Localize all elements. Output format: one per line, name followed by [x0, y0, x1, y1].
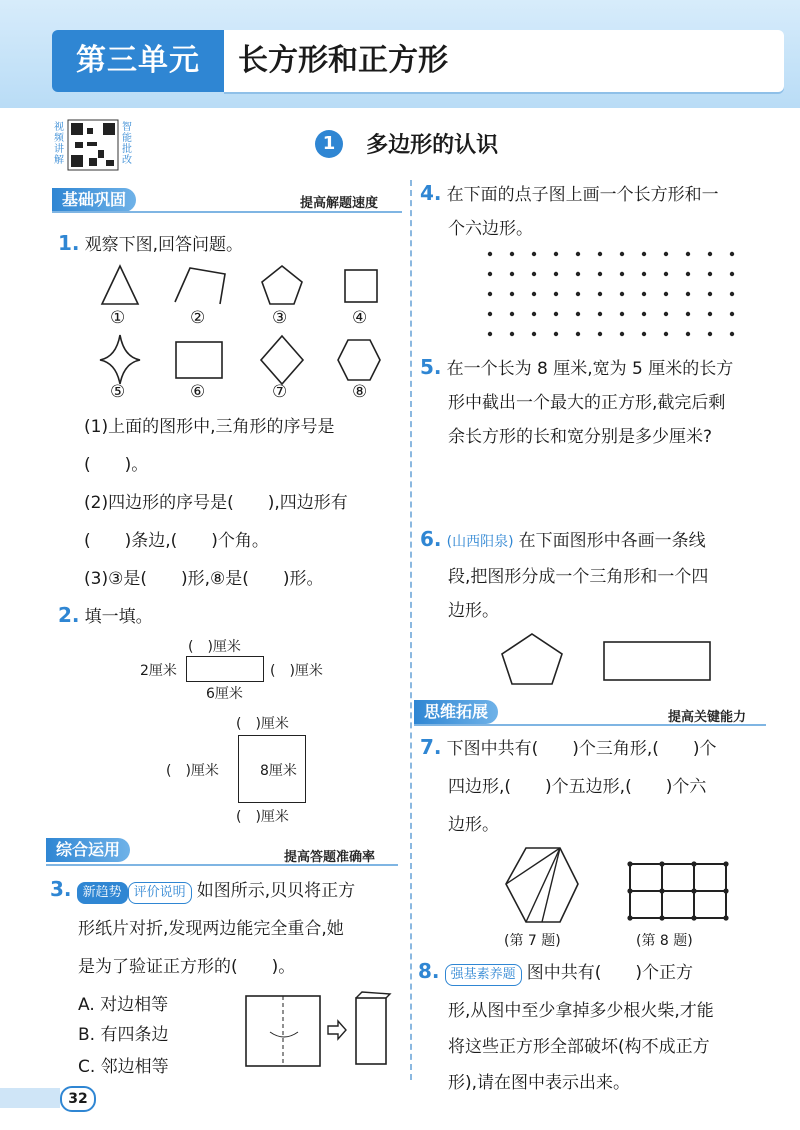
grid-dot [488, 252, 492, 256]
section-hint-basic: 提高解题速度 [300, 196, 379, 211]
q6-pentagon [502, 634, 562, 684]
question-number: 5. [420, 355, 442, 379]
q3-option-b: B. 有四条边 [78, 1025, 169, 1045]
page-number-bar [0, 1088, 60, 1108]
question-number: 4. [420, 181, 442, 205]
source-tag: (山西阳泉) [446, 534, 514, 550]
question-text: 填一填。 [84, 607, 153, 627]
lesson-title: 多边形的认识 [366, 133, 499, 158]
grid-dot [686, 332, 690, 336]
shape-label-4: ④ [352, 308, 368, 328]
question-number: 8. [418, 959, 440, 983]
question-2-header [58, 598, 153, 636]
q7-line2: 四边形,( )个五边形,( )个六 [448, 777, 707, 797]
rect-right-label: ( )厘米 [270, 663, 323, 679]
q3-line2: 形纸片对折,发现两边能完全重合,她 [78, 919, 344, 939]
grid-dot [488, 272, 492, 276]
unit-title-box [224, 30, 784, 92]
question-5-line1 [420, 350, 733, 388]
lesson-title-row [315, 128, 498, 158]
question-7-line1 [420, 730, 717, 768]
grid-dot [598, 272, 602, 276]
grid-dot [730, 312, 734, 316]
grid-dot [598, 312, 602, 316]
qr-right-caption: 智能批改 [122, 122, 132, 166]
q5-line3: 余长方形的长和宽分别是多少厘米? [448, 427, 713, 447]
grid-dot [708, 312, 712, 316]
shape-label-8: ⑧ [352, 382, 368, 402]
grid-dot [532, 272, 536, 276]
grid-dot [576, 272, 580, 276]
grid-dot [510, 312, 514, 316]
q4-dot-grid[interactable] [484, 250, 744, 340]
lesson-number: 1 [315, 130, 343, 158]
shape-label-6: ⑥ [190, 382, 206, 402]
q6-line2: 段,把图形分成一个三角形和一个四 [448, 567, 709, 587]
grid-dot [620, 272, 624, 276]
grid-dot [532, 292, 536, 296]
grid-dot [510, 292, 514, 296]
grid-dot [576, 312, 580, 316]
grid-dot [708, 252, 712, 256]
section-tab-think: 思维拓展 [414, 700, 498, 724]
grid-dot [708, 272, 712, 276]
question-text: 下图中共有( )个三角形,( )个 [446, 739, 717, 759]
grid-dot [532, 332, 536, 336]
question-number: 7. [420, 735, 442, 759]
square-bottom-label: ( )厘米 [236, 809, 289, 825]
tag-new-trend: 新趋势 [77, 882, 128, 904]
q7-hexagon [506, 848, 578, 922]
shape-label-1: ① [110, 308, 126, 328]
q3-line3: 是为了验证正方形的( )。 [78, 957, 296, 977]
shape-label-2: ② [190, 308, 206, 328]
q3-option-a: A. 对边相等 [78, 995, 169, 1015]
grid-dot [554, 332, 558, 336]
page-number: 32 [60, 1086, 96, 1112]
grid-dot [510, 332, 514, 336]
grid-dot [642, 312, 646, 316]
grid-dot [620, 332, 624, 336]
grid-dot [730, 252, 734, 256]
grid-dot [708, 332, 712, 336]
grid-dot [642, 272, 646, 276]
question-4-line1 [420, 176, 719, 214]
grid-dot [598, 292, 602, 296]
question-text: 观察下图,回答问题。 [84, 235, 244, 255]
shape-label-7: ⑦ [272, 382, 288, 402]
q8-line2: 形,从图中至少拿掉多少根火柴,才能 [448, 1001, 714, 1021]
q1-part2-line1: (2)四边形的序号是( ),四边形有 [84, 493, 348, 513]
q3-fold-figure [244, 990, 394, 1070]
rect-top-label: ( )厘米 [188, 639, 241, 655]
grid-dot [642, 292, 646, 296]
arrow-right-icon [328, 1021, 346, 1039]
grid-dot [554, 272, 558, 276]
unit-title: 长方形和正方形 [238, 43, 448, 78]
section-hint-apply: 提高答题准确率 [284, 850, 376, 865]
question-8-line1 [418, 954, 693, 992]
grid-dot [664, 312, 668, 316]
q8-line4: 形),请在图中表示出来。 [448, 1073, 631, 1093]
column-divider [410, 180, 412, 1080]
shape-pentagon [262, 266, 302, 304]
grid-dot [730, 332, 734, 336]
grid-dot [642, 332, 646, 336]
grid-dot [488, 292, 492, 296]
q8-line3: 将这些正方形全部破坏(构不成正方 [448, 1037, 710, 1057]
unit-label: 第三单元 [76, 43, 200, 78]
shape-label-3: ③ [272, 308, 288, 328]
q5-line2: 形中截出一个最大的正方形,截完后剩 [448, 393, 726, 413]
square-right-label: 8厘米 [260, 763, 297, 779]
question-text: 在下面图形中各画一条线 [518, 531, 706, 551]
question-text: 在一个长为 8 厘米,宽为 5 厘米的长方 [446, 359, 734, 379]
q7-line3: 边形。 [448, 815, 499, 835]
grid-dot [554, 292, 558, 296]
shape-square [345, 270, 377, 302]
grid-dot [598, 252, 602, 256]
question-text: 图中共有( )个正方 [526, 963, 693, 983]
q8-matchstick-grid[interactable] [627, 861, 728, 920]
question-text: 在下面的点子图上画一个长方形和一 [446, 185, 719, 205]
question-number: 6. [420, 527, 442, 551]
section-tab-basic: 基础巩固 [52, 188, 136, 212]
q1-part3: (3)③是( )形,⑧是( )形。 [84, 569, 324, 589]
unit-label-box [52, 30, 224, 92]
grid-dot [708, 292, 712, 296]
question-number: 3. [50, 877, 72, 901]
question-1-header [58, 226, 243, 264]
shape-triangle [102, 266, 138, 304]
question-number: 2. [58, 603, 80, 627]
grid-dot [642, 252, 646, 256]
grid-dot [620, 312, 624, 316]
q2-rectangle [186, 656, 264, 682]
section-rule-apply [46, 864, 398, 866]
question-text: 如图所示,贝贝将正方 [196, 881, 356, 901]
qr-left-caption: 视频讲解 [54, 122, 64, 166]
grid-dot [488, 312, 492, 316]
shape-label-5: ⑤ [110, 382, 126, 402]
q1-part2-line2: ( )条边,( )个角。 [84, 531, 269, 551]
q4-line2: 个六边形。 [448, 219, 533, 239]
square-left-label: ( )厘米 [166, 763, 219, 779]
q3-option-c: C. 邻边相等 [78, 1057, 169, 1077]
grid-dot [686, 252, 690, 256]
shape-rectangle [176, 342, 222, 378]
shape-open-polyline [175, 268, 225, 304]
grid-dot [730, 292, 734, 296]
shape-star [100, 335, 140, 384]
grid-dot [532, 312, 536, 316]
grid-dot [554, 312, 558, 316]
grid-dot [686, 292, 690, 296]
rect-bottom-label: 6厘米 [206, 686, 243, 702]
question-3-line1 [50, 872, 355, 910]
section-tab-apply: 综合运用 [46, 838, 130, 862]
grid-dot [554, 252, 558, 256]
grid-dot [576, 252, 580, 256]
section-rule-think [414, 724, 766, 726]
section-rule-basic [52, 211, 402, 213]
qr-code-block[interactable] [56, 120, 128, 172]
grid-dot [686, 272, 690, 276]
q6-line3: 边形。 [448, 601, 499, 621]
grid-dot [686, 312, 690, 316]
q1-part1-line1: (1)上面的图形中,三角形的序号是 [84, 417, 335, 437]
qr-code-icon [56, 120, 128, 172]
grid-dot [664, 272, 668, 276]
grid-dot [664, 252, 668, 256]
square-top-label: ( )厘米 [236, 716, 289, 732]
grid-dot [510, 252, 514, 256]
shape-hexagon [338, 340, 380, 380]
q7-q8-figures [496, 846, 766, 926]
grid-dot [488, 332, 492, 336]
grid-dot [664, 292, 668, 296]
question-6-line1 [420, 522, 706, 561]
grid-dot [664, 332, 668, 336]
tag-core-literacy: 强基素养题 [445, 964, 522, 986]
grid-dot [598, 332, 602, 336]
section-hint-think: 提高关键能力 [668, 710, 747, 725]
q1-part1-line2: ( )。 [84, 455, 149, 475]
figure-7-caption: (第 7 题) [504, 933, 561, 949]
rect-left-label: 2厘米 [140, 663, 177, 679]
tag-evaluation: 评价说明 [128, 882, 192, 904]
grid-dot [576, 292, 580, 296]
shape-rhombus [261, 336, 303, 384]
grid-dot [576, 332, 580, 336]
grid-dot [510, 272, 514, 276]
q6-figures [500, 630, 720, 686]
grid-dot [532, 252, 536, 256]
q6-rectangle [604, 642, 710, 680]
figure-8-caption: (第 8 题) [636, 933, 693, 949]
grid-dot [620, 252, 624, 256]
grid-dot [730, 272, 734, 276]
question-number: 1. [58, 231, 80, 255]
grid-dot [620, 292, 624, 296]
